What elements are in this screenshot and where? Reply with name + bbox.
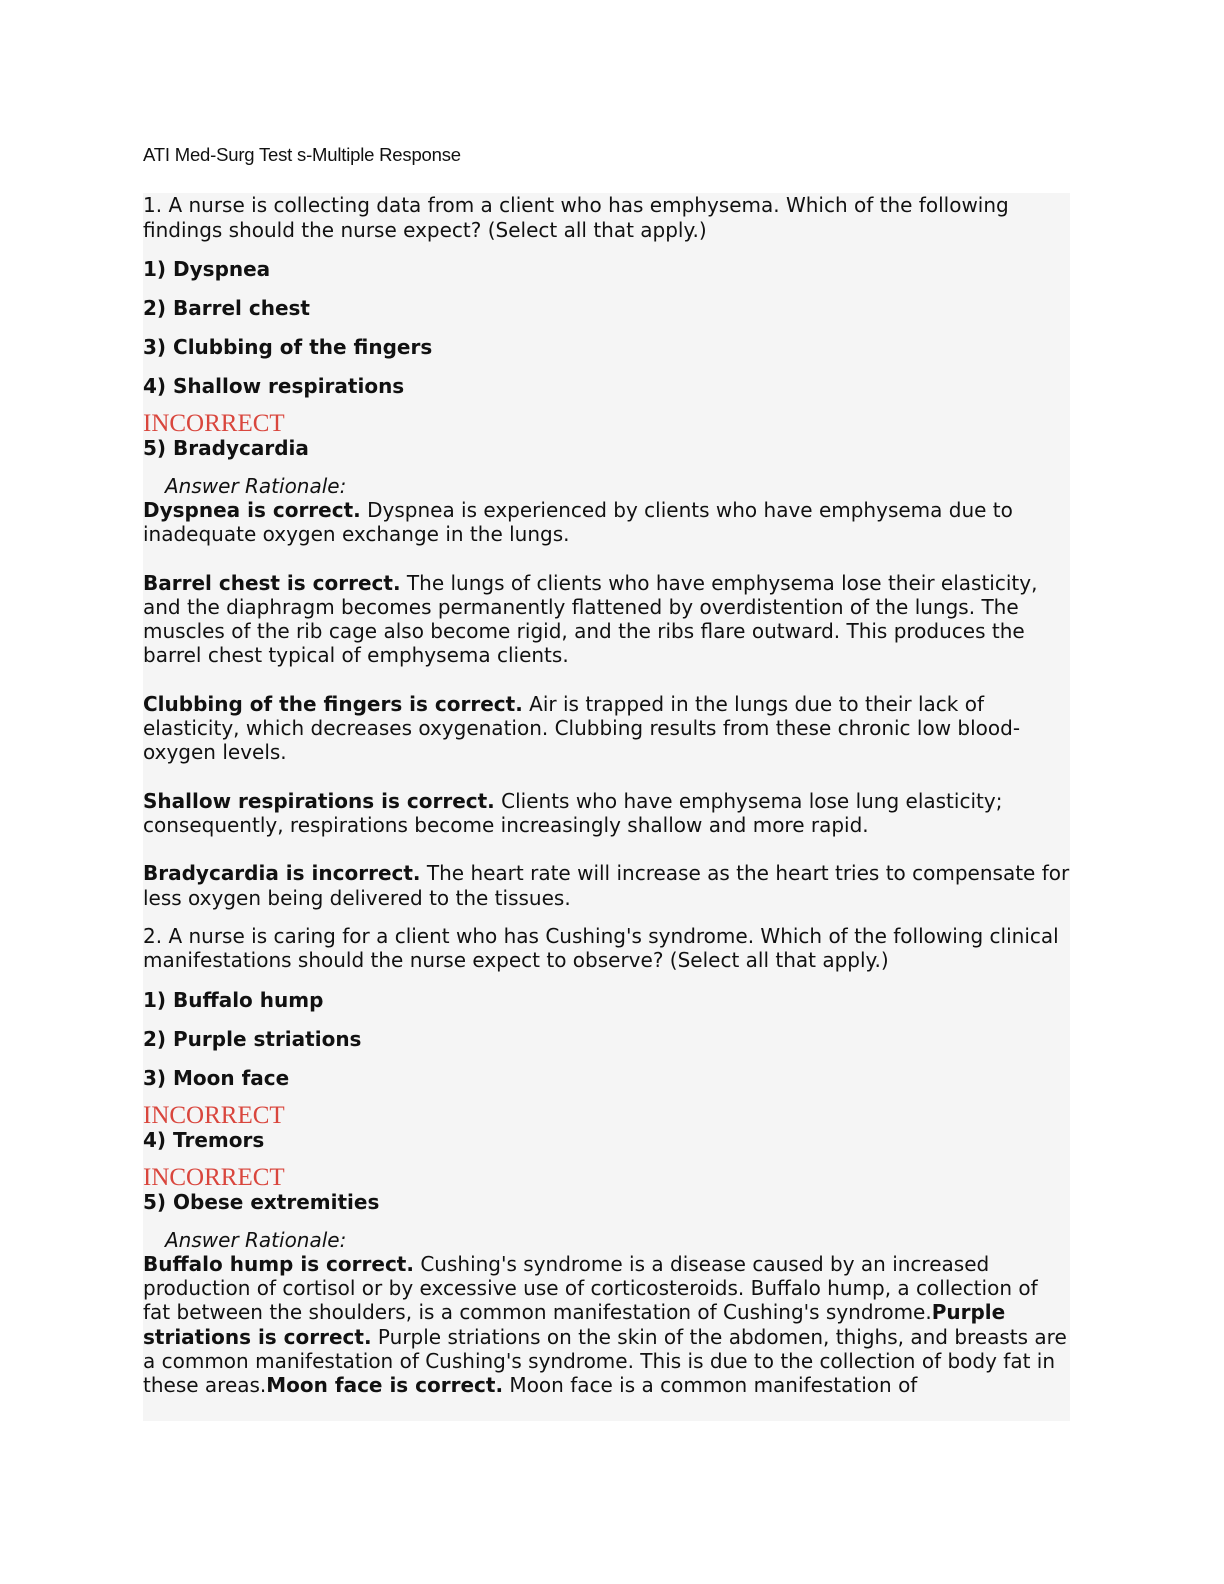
rationale-text: The lungs of clients who have emphysema lose their elasticity, and the diaphragm becomes permanently flattened by overdistention of the lungs. The muscles of the rib cage also become rigid, and the ribs flare outward. This produces the barrel chest typical of emphysema clients. [143,570,1038,668]
q2-rationale-heading: Answer Rationale: [165,1227,347,1252]
q2-rationale-paragraph [143,1252,1070,1398]
q1-option-1: 1) Dyspnea [143,257,271,281]
q1-option-3: 3) Clubbing of the fingers [143,335,433,359]
q1-rationale-dyspnea [143,498,1070,547]
rationale-lead: Buffalo hump is correct. [143,1251,414,1276]
q2-option-1: 1) Buffalo hump [143,987,324,1012]
rationale-lead: Purple striations is correct. [143,1300,1006,1349]
document-body [143,193,1070,1421]
rationale-lead: Clubbing of the fingers is correct. [143,691,523,716]
rationale-lead: Moon face is correct. [266,1373,504,1398]
q2-option-5: 5) Obese extremities [143,1189,380,1214]
q1-rationale-barrel-chest [143,571,1070,668]
q1-rationale-clubbing [143,692,1070,765]
document-title: ATI Med-Surg Test s-Multiple Response [143,144,461,165]
question-1-text: 1. A nurse is collecting data from a client who has emphysema. Which of the following findings should the nurse expect? (Select all that apply.) [143,193,1009,242]
rationale-text: Air is trapped in the lungs due to their lack of elasticity, which decreases oxygenation. Clubbing results from these chronic low blood-oxygen levels. [143,691,1021,765]
rationale-lead: Bradycardia is incorrect. [143,861,421,886]
question-2-text: 2. A nurse is caring for a client who has Cushing's syndrome. Which of the following clinical manifestations should the nurse expect to observe? (Select all that apply.) [143,923,1059,973]
rationale-lead: Shallow respirations is correct. [143,788,495,813]
q1-rationale-bradycardia [143,861,1070,910]
q1-incorrect-label: INCORRECT [143,410,285,437]
q1-rationale-heading: Answer Rationale: [165,474,347,498]
rationale-text: Purple striations on the skin of the abdomen, thighs, and breasts are a common manifestation of Cushing's syndrome. This is due to the collection of body fat in these areas. [143,1324,1067,1398]
q1-option-5: 5) Bradycardia [143,436,309,460]
q1-option-4: 4) Shallow respirations [143,374,405,398]
rationale-text: Clients who have emphysema lose lung elasticity; consequently, respirations become increasingly shallow and more rapid. [143,788,1003,837]
q2-option-3: 3) Moon face [143,1065,290,1090]
q2-option-2: 2) Purple striations [143,1026,362,1051]
rationale-text: The heart rate will increase as the heart tries to compensate for less oxygen being delivered to the tissues. [143,861,1070,910]
rationale-text: Cushing's syndrome is a disease caused by an increased production of cortisol or by excessive use of corticosteroids. Buffalo hump, a collection of fat between the shoulders, is a common manifestation of Cushing's syndrome. [143,1251,1038,1325]
q2-option-4: 4) Tremors [143,1127,265,1152]
q1-option-2: 2) Barrel chest [143,296,310,320]
rationale-text: Dyspnea is experienced by clients who have emphysema due to inadequate oxygen exchange in the lungs. [143,498,1013,547]
q2-incorrect-label-1: INCORRECT [143,1101,285,1129]
rationale-text: Moon face is a common manifestation of [503,1373,918,1398]
rationale-lead: Dyspnea is correct. [143,498,361,522]
rationale-lead: Barrel chest is correct. [143,570,401,595]
q1-rationale-shallow-respirations [143,789,1070,838]
q2-incorrect-label-2: INCORRECT [143,1163,285,1191]
